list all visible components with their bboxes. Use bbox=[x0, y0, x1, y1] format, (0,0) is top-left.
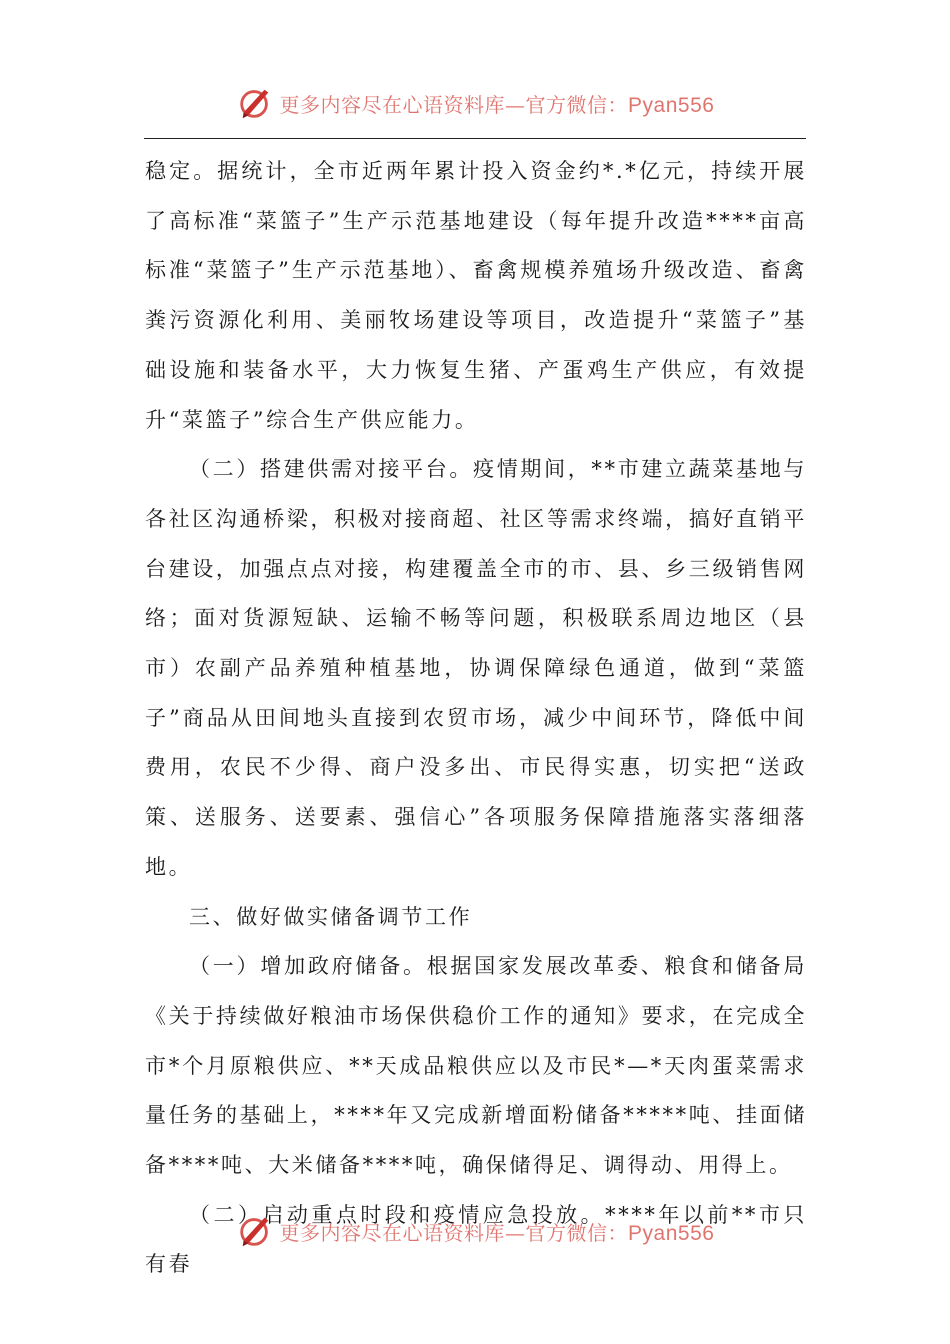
document-body bbox=[145, 147, 807, 1290]
pen-circle-logo-icon bbox=[236, 84, 274, 122]
section-heading: 三、做好做实储备调节工作 bbox=[189, 904, 473, 929]
watermark-banner-top bbox=[0, 84, 950, 122]
paragraph: （一）增加政府储备。根据国家发展改革委、粮食和储备局《关于持续做好粮油市场保供稳价工作的通知》要求，在完成全市*个月原粮供应、**天成品粮供应以及市民*—*天肉蛋菜需求量任务的基础上，****年又完成新增面粉储备*****吨、挂面储备****吨、大米储备****吨，确保储得足、调得动、用得上。 bbox=[145, 954, 807, 1178]
pen-circle-logo-icon bbox=[236, 1212, 274, 1250]
watermark-text: 更多内容尽在心语资料库—官方微信：Pyan556 bbox=[279, 92, 715, 117]
watermark-banner-bottom bbox=[0, 1212, 950, 1250]
paragraph: 稳定。据统计，全市近两年累计投入资金约*.*亿元，持续开展了高标准“菜篮子”生产示范基地建设（每年提升改造****亩高标准“菜篮子”生产示范基地）、畜禽规模养殖场升级改造、畜禽粪污资源化利用、美丽牧场建设等项目，改造提升“菜篮子”基础设施和装备水平，大力恢复生猪、产蛋鸡生产供应，有效提升“菜篮子”综合生产供应能力。 bbox=[145, 159, 807, 432]
paragraph: （二）搭建供需对接平台。疫情期间，**市建立蔬菜基地与各社区沟通桥梁，积极对接商超、社区等需求终端，搞好直销平台建设，加强点点对接，构建覆盖全市的市、县、乡三级销售网络；面对货源短缺、运输不畅等问题，积极联系周边地区（县市）农副产品养殖种植基地，协调保障绿色通道，做到“菜篮子”商品从田间地头直接到农贸市场，减少中间环节，降低中间费用，农民不少得、商户没多出、市民得实惠，切实把“送政策、送服务、送要素、强信心”各项服务保障措施落实落细落地。 bbox=[145, 457, 807, 879]
paragraph: （二）启动重点时段和疫情应急投放。****年以前**市只有春 bbox=[145, 1202, 807, 1277]
watermark-text: 更多内容尽在心语资料库—官方微信：Pyan556 bbox=[279, 1220, 715, 1245]
header-divider bbox=[144, 138, 806, 139]
